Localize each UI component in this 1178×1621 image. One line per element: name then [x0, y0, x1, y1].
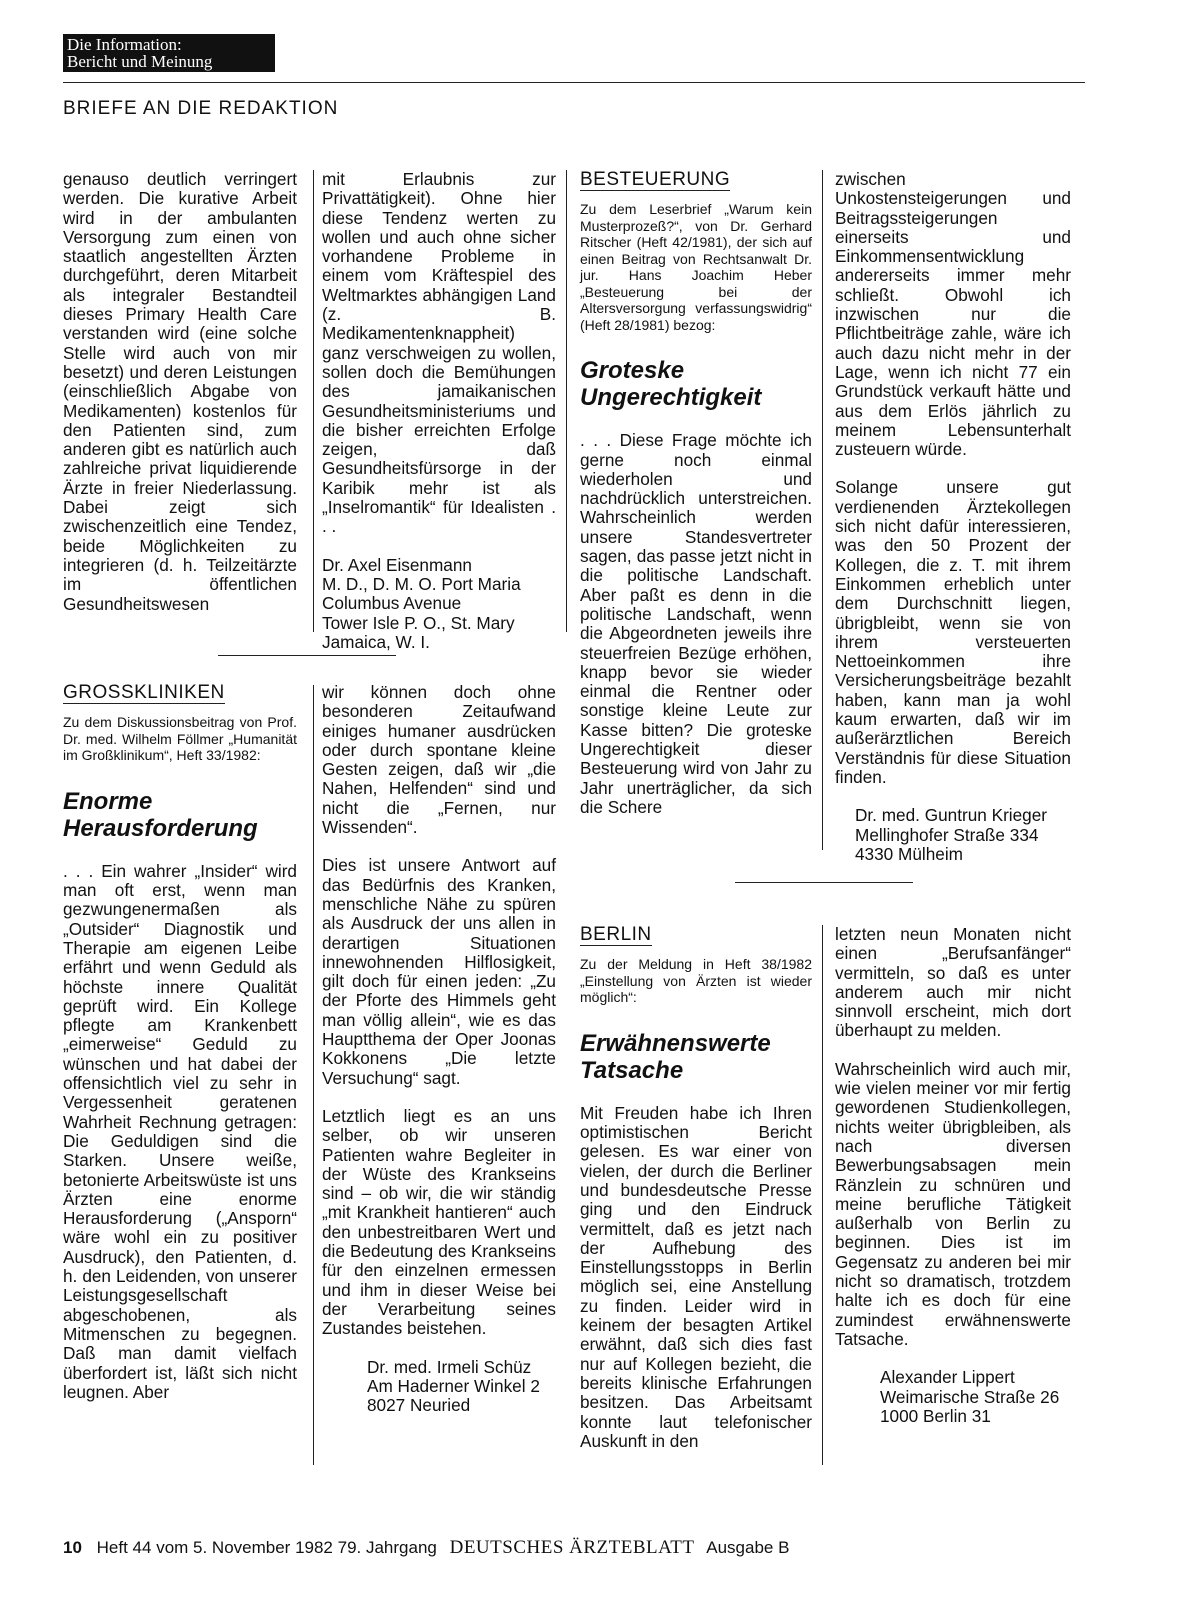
berlin-col2 [835, 925, 1071, 1426]
signature-line: Weimarische Straße 26 [880, 1386, 1060, 1407]
edition-label: Ausgabe B [706, 1538, 790, 1557]
issue-info: Heft 44 vom 5. November 1982 79. Jahrgang [96, 1538, 437, 1557]
signature-lippert [835, 1368, 1071, 1426]
berlin-col1 [580, 925, 812, 1451]
headline-besteuerung [580, 357, 812, 411]
signature-line: Alexander Lippert [880, 1367, 1015, 1388]
article-text: . . . Ein wahrer „Insider“ wird man oft erst, wenn man gezwungenermaßen als „Outsider“ Diagnostik und Therapie am eigenen Leibe erfährt und wenn Geduld als höchste innere Qualität geprüft wird. Ein Kollege pflegte am Krankenbett „eimerweise“ Geduld zu wünschen und hat dabei der offensichtlich viel zu sehr in Vergessenheit geratenen Wahrheit Rechnung getragen: Die Geduldigen sind die Starken. Unsere weiße, betonierte Arbeitswüste ist uns Ärzten eine enorme Herausforderung („Ansporn“ wäre wohl ein zu positiver Ausdruck), den Patienten, d. h. den Leidenden, von unserer Leistungsgesellschaft abgeschobenen, als Mitmenschen zu begegnen. Daß man damit vielfach überfordert ist, läßt sich nicht leugnen. Aber [63, 860, 297, 1402]
besteuerung-col1 [580, 170, 812, 817]
signature-line: M. D., D. M. O. Port Maria [322, 573, 521, 594]
grosskliniken-col2 [322, 683, 556, 1415]
signature-line: Jamaica, W. I. [322, 631, 430, 652]
article-text: Dies ist unsere Antwort auf das Bedürfnis des Kranken, menschliche Nähe zu spüren als Ausdruck der uns allen in derartigen Situationen innewohnenden Hilflosigkeit, gilt doch für einen jeden: „Zu der Pforte des Himmels geht man völlig allein“, wie es das Hauptthema der Oper Joonas Kokkonens „Die letzte Versuchung“ sagt. [322, 855, 556, 1088]
headline-line: Tatsache [580, 1056, 684, 1084]
signature-line: 1000 Berlin 31 [880, 1405, 991, 1426]
signature-line: Dr. med. Irmeli Schüz [367, 1356, 532, 1377]
signature-line: 8027 Neuried [367, 1395, 471, 1416]
kicker-berlin: BERLIN [580, 924, 652, 945]
column-rule [822, 925, 823, 1465]
section-tag [63, 34, 275, 72]
article-text: zwischen Unkostensteigerungen und Beitragssteigerungen einerseits und Einkommensentwicklung andererseits immer mehr schließt. Obwohl ich inzwischen nur die Pflichtbeiträge zahle, wäre ich auch dazu nicht mehr in der Lage, wenn ich nicht 77 ein Grundstück verkauft hätte und aus dem Erlös jährlich zu meinem Lebensunterhalt zusteuern würde. [835, 169, 1071, 460]
page-footer [63, 1537, 789, 1559]
letter-top-col1 [63, 170, 297, 614]
article-text: wir können doch ohne besonderen Zeitaufwand einiges humaner ausdrücken oder durch spontane kleine Gesten zeigen, daß wir „die Nahen, Helfenden“ sind und nicht die „Fernen, nur Wissenden“. [322, 682, 556, 838]
kicker-besteuerung: BESTEUERUNG [580, 169, 731, 190]
signature-schuez [322, 1358, 556, 1416]
letter-top-text: mit Erlaubnis zur Privattätigkeit). Ohne hier diese Tendenz werten zu wollen und auch ohne sicher vorhandene Probleme in einem vom Kräftespiel des Weltmarktes abhängigen Land (z. B. Medikamentenknappheit) ganz verschweigen zu wollen, sollen doch die Bemühungen des jamaikanischen Gesundheitsministeriums und die bisher erreichten Erfolge zeigen, daß Gesundheitsfürsorge in der Karibik mehr ist als „Inselromantik“ für Idealisten . . . [322, 169, 556, 537]
section-title: BRIEFE AN DIE REDAKTION [63, 98, 339, 119]
headline-grosskliniken [63, 788, 297, 842]
grosskliniken-col1 [63, 683, 297, 1402]
letter-top-col2 [322, 170, 556, 652]
signature-krieger [835, 806, 1071, 864]
section-tag-line2: Bericht und Meinung [67, 52, 213, 71]
article-text: . . . Diese Frage möchte ich gerne noch einmal wiederholen und nachdrücklich unterstreichen. Wahrscheinlich werden unsere Standesvertreter sagen, das passe jetzt nicht in die politische Landschaft. Aber paßt es denn in die politische Landschaft, wenn die Abgeordneten jeweils ihre steuerfreien Bezüge erhöhen, knapp bevor sie wieder einmal die Rentner oder sonstige kleine Leute zur Kasse bitten? Die groteske Ungerechtigkeit dieser Besteuerung wird von Jahr zu Jahr unerträglicher, da sich die Schere [580, 430, 812, 817]
page-number: 10 [63, 1538, 82, 1557]
headline-line: Enorme [63, 787, 153, 815]
intro-grosskliniken: Zu dem Diskussionsbeitrag von Prof. Dr. med. Wilhelm Föllmer „Humanität im Großklinikum“, Heft 33/1982: [63, 714, 297, 764]
signature-eisenmann [322, 556, 556, 652]
column-rule [822, 170, 823, 850]
signature-line: Dr. med. Guntrun Krieger [855, 805, 1048, 826]
signature-line: 4330 Mülheim [855, 843, 963, 864]
column-rule [313, 170, 314, 632]
signature-line: Mellinghofer Straße 334 [855, 824, 1039, 845]
article-separator [735, 882, 913, 883]
header-rule [63, 82, 1085, 83]
headline-berlin [580, 1030, 812, 1084]
column-rule [313, 685, 314, 1465]
signature-line: Tower Isle P. O., St. Mary [322, 612, 515, 633]
signature-line: Am Haderner Winkel 2 [367, 1375, 540, 1396]
article-text: Letztlich liegt es an uns selber, ob wir unseren Patienten wahre Begleiter in der Wüste des Krankseins sind – ob wir, die wir ständig „mit Krankheit hantieren“ auch den unbestreitbaren Wert und die Bedeutung des Krankseins für den einzelnen ermessen und ihm in dieser Weise bei der Verarbeitung seines Zustandes beistehen. [322, 1105, 556, 1339]
signature-line: Dr. Axel Eisenmann [322, 554, 472, 575]
article-text: Wahrscheinlich wird auch mir, wie vielen meiner vor mir fertig gewordenen Studienkollegen, nichts weiter übrigbleiben, als nach diversen Bewerbungsabsagen mein Ränzlein zu schnüren und meine berufliche Tätigkeit außerhalb von Berlin zu beginnen. Dies ist im Gegensatz zu anderen bei mir nicht so dramatisch, trotzdem halte ich es doch für eine zumindest erwähnenswerte Tatsache. [835, 1058, 1071, 1349]
intro-besteuerung: Zu dem Leserbrief „Warum kein Musterprozeß?“, von Dr. Gerhard Ritscher (Heft 42/1981), der sich auf einen Beitrag von Rechtsanwalt Dr. jur. Hans Joachim Heber „Besteuerung bei der Altersversorgung verfassungswidrig“ (Heft 28/1981) bezog: [580, 201, 812, 333]
signature-line: Columbus Avenue [322, 593, 462, 614]
section-tag-line1: Die Information: [67, 35, 182, 54]
article-text: Solange unsere gut verdienenden Ärztekollegen sich nicht dafür interessieren, was den 50 Prozent der Kollegen, die z. T. mit ihrem Einkommen erheblich unter dem Durchschnitt liegen, übrigbleibt, wenn sie von ihrem versteuerten Nettoeinkommen ihre Versicherungsbeiträge bezahlt haben, kann man ja wohl kaum erwarten, daß wir im außerärztlichen Bereich Verständnis für diese Situation finden. [835, 477, 1071, 787]
article-text: letzten neun Monaten nicht einen „Berufsanfänger“ vermitteln, so daß es unter anderem auch mir nicht sinnvoll erscheint, mich dort überhaupt zu melden. [835, 924, 1071, 1041]
kicker-grosskliniken: GROSSKLINIKEN [63, 682, 225, 703]
headline-line: Erwähnenswerte [580, 1029, 771, 1057]
intro-berlin: Zu der Meldung in Heft 38/1982 „Einstellung von Ärzten ist wieder möglich“: [580, 956, 812, 1006]
headline-line: Herausforderung [63, 814, 258, 842]
article-separator [218, 655, 396, 656]
letter-top-text: genauso deutlich verringert werden. Die kurative Arbeit wird in der ambulanten Versorgung zum einen von staatlich angestellten Ärzten durchgeführt, deren Mitarbeit als integraler Bestandteil dieses Primary Health Care verstanden wird (eine solche Stelle wird auch von mir besetzt) und deren Leistungen (einschließlich Abgabe von Medikamenten) kostenlos für den Patienten sind, zum anderen gibt es natürlich auch zahlreiche privat liquidierende Ärzte in freier Niederlassung. Dabei zeigt sich zwischenzeitlich eine Tendez, beide Möglichkeiten zu integrieren (d. h. Teilzeitärzte im öffentlichen Gesundheitswesen [63, 169, 297, 614]
column-rule [566, 170, 567, 632]
headline-line: Groteske [580, 357, 685, 385]
headline-line: Ungerechtigkeit [580, 384, 762, 412]
besteuerung-col2 [835, 170, 1071, 864]
journal-name: DEUTSCHES ÄRZTEBLATT [449, 1537, 695, 1558]
article-text: Mit Freuden habe ich Ihren optimistischen Bericht gelesen. Es war einer von vielen, der durch die Berliner und bundesdeutsche Presse ging und den Eindruck vermittelt, daß es jetzt nach der Aufhebung des Einstellungsstopps in Berlin möglich sei, eine Anstellung zu finden. Leider wird in keinem der besagten Artikel erwähnt, daß sich dies fast nur auf Kollegen bezieht, die bereits klinische Erfahrungen besitzen. Das Arbeitsamt konnte laut telefonischer Auskunft in den [580, 1102, 812, 1451]
